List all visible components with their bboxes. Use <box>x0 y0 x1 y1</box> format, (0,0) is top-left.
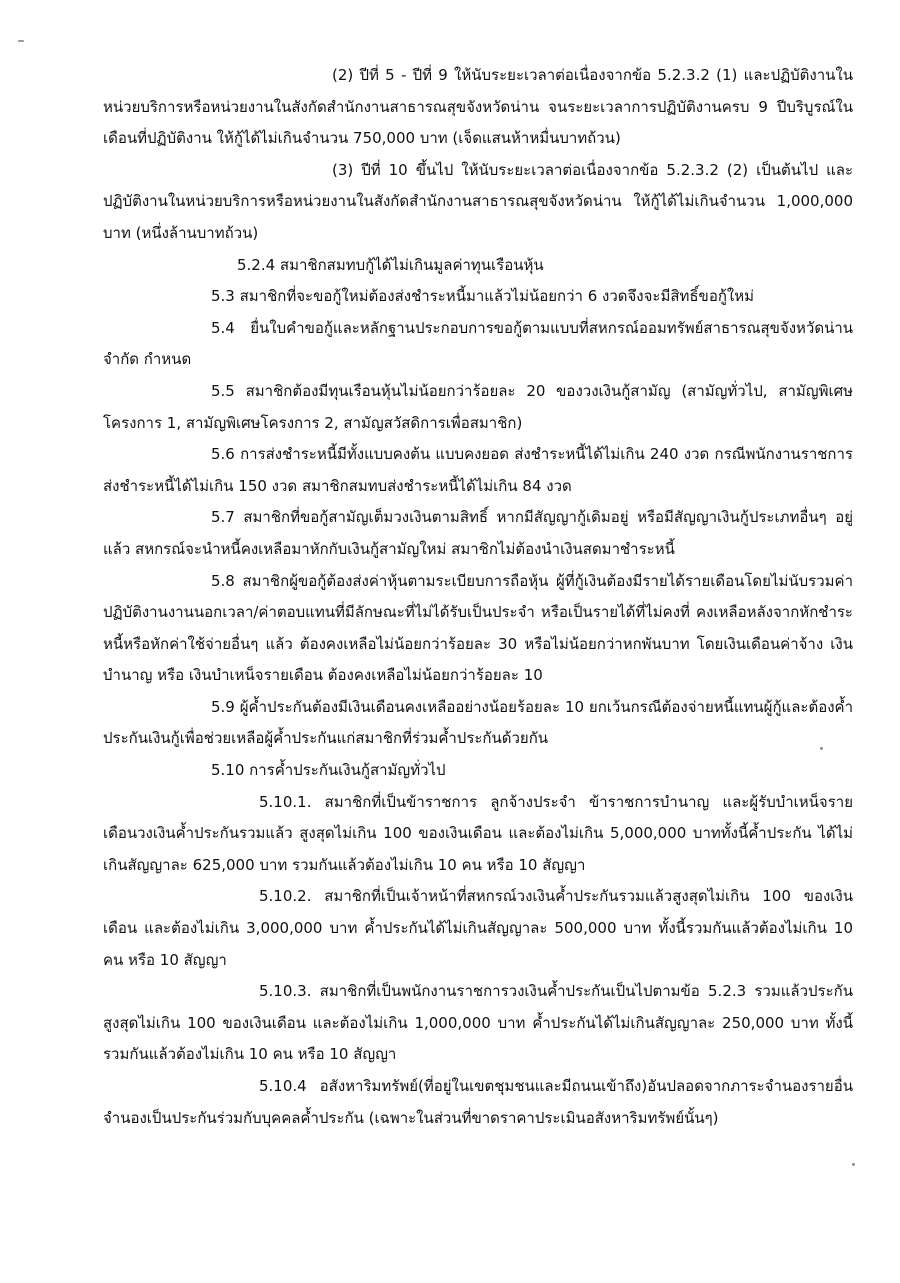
paragraph-5-10-3: 5.10.3. สมาชิกที่เป็นพนักงานราชการวงเงินค้ำประกันเป็นไปตามข้อ 5.2.3 รวมแล้วประกันสูงสุดไม่เกิน 100 ของเงินเดือน และต้องไม่เกิน 1,000,000 บาท ค้ำประกันได้ไม่เกินสัญญาละ 250,000 บาท ทั้งนี้รวมกันแล้วต้องไม่เกิน 10 คน หรือ 10 สัญญา <box>103 982 853 1064</box>
paragraph-5-2-4: 5.2.4 สมาชิกสมทบกู้ได้ไม่เกินมูลค่าทุนเรือนหุ้น <box>237 255 544 274</box>
paragraph-5-10: 5.10 การค้ำประกันเงินกู้สามัญทั่วไป <box>211 761 446 780</box>
scan-speck <box>852 1163 855 1166</box>
paragraph-5-8: 5.8 สมาชิกผู้ขอกู้ต้องส่งค่าหุ้นตามระเบียบการถือหุ้น ผู้ที่กู้เงินต้องมีรายได้รายเดือนโดยไม่นับรวมค่าปฏิบัติงานงานนอกเวลา/ค่าตอบแทนที่มีลักษณะที่ไม่ได้รับเป็นประจำ หรือเป็นรายได้ที่ไม่คงที่ คงเหลือหลังจากหักชำระหนี้หรือหักค่าใช้จ่ายอื่นๆ แล้ว ต้องคงเหลือไม่น้อยกว่าร้อยละ 30 หรือไม่น้อยกว่าหกพันบาท โดยเงินเดือนค่าจ้าง เงินบำนาญ หรือ เงินบำเหน็จรายเดือน ต้องคงเหลือไม่น้อยกว่าร้อยละ 10 <box>103 571 853 685</box>
paragraph-5-5: 5.5 สมาชิกต้องมีทุนเรือนหุ้นไม่น้อยกว่าร้อยละ 20 ของวงเงินกู้สามัญ (สามัญทั่วไป, สามัญพิเศษโครงการ 1, สามัญพิเศษโครงการ 2, สามัญสวัสดิการเพื่อสมาชิก) <box>103 381 853 432</box>
paragraph-5-4: 5.4 ยื่นใบคำขอกู้และหลักฐานประกอบการขอกู้ตามแบบที่สหกรณ์ออมทรัพย์สาธารณสุขจังหวัดน่าน จำกัด กำหนด <box>103 318 853 369</box>
document-body <box>103 60 853 1134</box>
paragraph-5-2-3-2-3: (3) ปีที่ 10 ขึ้นไป ให้นับระยะเวลาต่อเนื่องจากข้อ 5.2.3.2 (2) เป็นต้นไป และปฏิบัติงานในหน่วยบริการหรือหน่วยงานในสังกัดสำนักงานสาธารณสุขจังหวัดน่าน ให้กู้ได้ไม่เกินจำนวน 1,000,000 บาท (หนึ่งล้านบาทถ้วน) <box>103 160 853 242</box>
paragraph-5-6: 5.6 การส่งชำระหนี้มีทั้งแบบคงต้น แบบคงยอด ส่งชำระหนี้ได้ไม่เกิน 240 งวด กรณีพนักงานราชการส่งชำระหนี้ได้ไม่เกิน 150 งวด สมาชิกสมทบส่งชำระหนี้ได้ไม่เกิน 84 งวด <box>103 445 853 495</box>
scan-speck <box>18 40 24 42</box>
paragraph-5-7: 5.7 สมาชิกที่ขอกู้สามัญเต็มวงเงินตามสิทธิ์ หากมีสัญญากู้เดิมอยู่ หรือมีสัญญาเงินกู้ประเภทอื่นๆ อยู่แล้ว สหกรณ์จะนำหนี้คงเหลือมาหักกับเงินกู้สามัญใหม่ สมาชิกไม่ต้องนำเงินสดมาชำระหนี้ <box>103 508 853 558</box>
paragraph-5-10-4: 5.10.4 อสังหาริมทรัพย์(ที่อยู่ในเขตชุมชนและมีถนนเข้าถึง)อันปลอดจากภาระจำนองรายอื่นจำนองเป็นประกันร่วมกับบุคคลค้ำประกัน (เฉพาะในส่วนที่ขาดราคาประเมินอสังหาริมทรัพย์นั้นๆ) <box>103 1077 853 1127</box>
paragraph-5-9: 5.9 ผู้ค้ำประกันต้องมีเงินเดือนคงเหลืออย่างน้อยร้อยละ 10 ยกเว้นกรณีต้องจ่ายหนี้แทนผู้กู้และต้องค้ำประกันเงินกู้เพื่อช่วยเหลือผู้ค้ำประกันแก่สมาชิกที่ร่วมค้ำประกันด้วยกัน <box>103 697 853 748</box>
paragraph-5-3: 5.3 สมาชิกที่จะขอกู้ใหม่ต้องส่งชำระหนี้มาแล้วไม่น้อยกว่า 6 งวดจึงจะมีสิทธิ์ขอกู้ใหม่ <box>211 287 755 306</box>
paragraph-5-2-3-2-2: (2) ปีที่ 5 - ปีที่ 9 ให้นับระยะเวลาต่อเนื่องจากข้อ 5.2.3.2 (1) และปฏิบัติงานในหน่วยบริการหรือหน่วยงานในสังกัดสำนักงานสาธารณสุขจังหวัดน่าน จนระยะเวลาการปฏิบัติงานครบ 9 ปีบริบูรณ์ในเดือนที่ปฏิบัติงาน ให้กู้ได้ไม่เกินจำนวน 750,000 บาท (เจ็ดแสนห้าหมื่นบาทถ้วน) <box>103 66 853 148</box>
paragraph-5-10-2: 5.10.2. สมาชิกที่เป็นเจ้าหน้าที่สหกรณ์วงเงินค้ำประกันรวมแล้วสูงสุดไม่เกิน 100 ของเงินเดือน และต้องไม่เกิน 3,000,000 บาท ค้ำประกันได้ไม่เกินสัญญาละ 500,000 บาท ทั้งนี้รวมกันแล้วต้องไม่เกิน 10 คน หรือ 10 สัญญา <box>103 887 853 969</box>
paragraph-5-10-1: 5.10.1. สมาชิกที่เป็นข้าราชการ ลูกจ้างประจำ ข้าราชการบำนาญ และผู้รับบำเหน็จรายเดือนวงเงินค้ำประกันรวมแล้ว สูงสุดไม่เกิน 100 ของเงินเดือน และต้องไม่เกิน 5,000,000 บาททั้งนี้ค้ำประกัน ได้ไม่เกินสัญญาละ 625,000 บาท รวมกันแล้วต้องไม่เกิน 10 คน หรือ 10 สัญญา <box>103 792 853 874</box>
